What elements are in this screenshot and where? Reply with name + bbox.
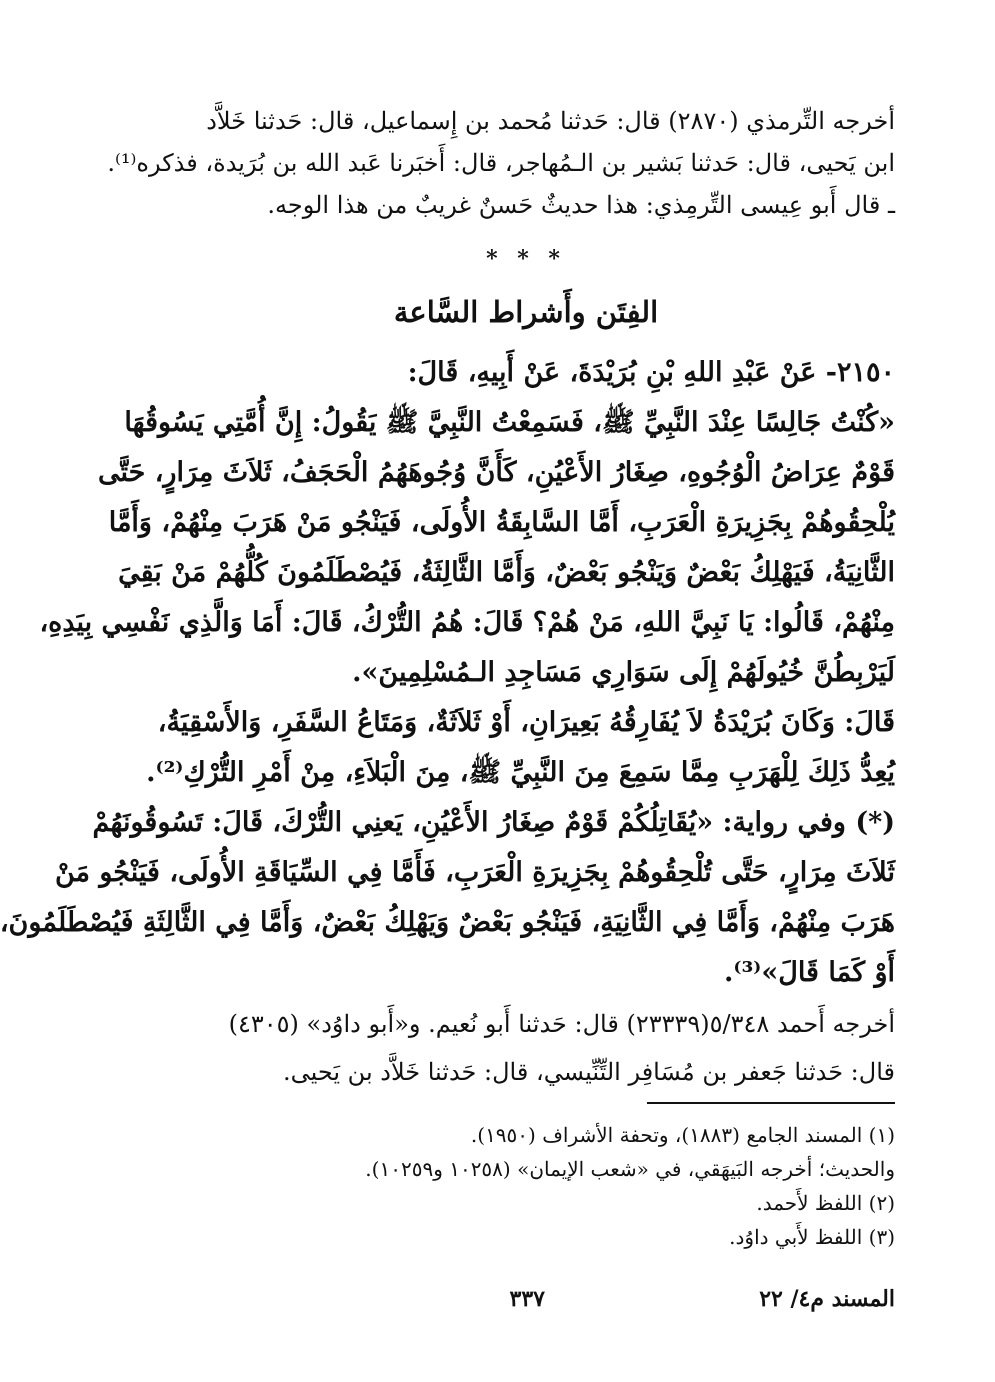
takhrij-line: قال: حَدثنا جَعفر بن مُسَافِر التِّنِّيسي، قال: حَدثنا خَلاَّد بن يَحيى. (283, 1058, 895, 1086)
takhrij-paragraph (167, 1000, 895, 1096)
volume-label: المسند م٤/ ٢٢ (759, 1286, 895, 1312)
page-footer (167, 1286, 895, 1316)
takhrij-line: أخرجه أَحمد ٥/٣٤٨(٢٣٣٣٩) قال: حَدثنا أَبو نُعيم. و«أَبو داوُد» (٤٣٠٥) (228, 1010, 895, 1038)
hadith-line: قَوْمٌ عِرَاضُ الْوُجُوهِ، صِغَارُ الأَعْيُنِ، كَأَنَّ وُجُوهَهُمُ الْحَجَفُ، ثَلاَثَ مِرَارٍ، حَتَّى (97, 457, 895, 488)
hadith-line: يُلْحِقُوهُمْ بِجَزِيرَةِ الْعَرَبِ، أَمَّا السَّابِقَةُ الأُولَى، فَيَنْجُو مَنْ هَرَبَ مِنْهُمْ، وَأَمَّا (108, 507, 895, 538)
hadith-line: الثَّانِيَةُ، فَيَهْلِكُ بَعْضٌ وَيَنْجُو بَعْضٌ، وَأَمَّا الثَّالِثَةُ، فَيُصْطَلَمُونَ كُلُّهُمْ مَنْ بَقِيَ (118, 557, 895, 588)
intro-line: ابن يَحيى، قال: حَدثنا بَشير بن الـمُهاجر، قال: أَخبَرنا عَبد الله بن بُرَيدة، فذكره⁽¹⁾. (107, 149, 895, 177)
hadith-line: يُعِدُّ ذَلِكَ لِلْهَرَبِ مِمَّا سَمِعَ مِنَ النَّبِيِّ ﷺ، مِنَ الْبَلاَءِ، مِنْ أَمْرِ التُّرْكِ⁽²⁾. (146, 757, 895, 788)
hadith-line: ٢١٥٠- عَنْ عَبْدِ اللهِ بْنِ بُرَيْدَةَ، عَنْ أَبِيهِ، قَالَ: (407, 357, 895, 388)
hadith-line: ثَلاَثَ مِرَارٍ، حَتَّى تُلْحِقُوهُمْ بِجَزِيرَةِ الْعَرَبِ، فَأَمَّا فِي السِّيَاقَةِ الأُولَى، فَيَنْجُو مَنْ (54, 857, 895, 888)
footnote-separator (647, 1102, 895, 1104)
footnote-line: (١) المسند الجامع (١٨٨٣)، وتحفة الأشراف (١٩٥٠). (470, 1123, 895, 1147)
section-separator-stars: * * * (486, 246, 566, 272)
hadith-line: «كُنْتُ جَالِسًا عِنْدَ النَّبِيِّ ﷺ، فَسَمِعْتُ النَّبِيَّ ﷺ يَقُولُ: إِنَّ أُمَّتِي يَسُوقُهَا (124, 407, 895, 438)
hadith-line: قَالَ: وَكَانَ بُرَيْدَةُ لاَ يُفَارِقُهُ بَعِيرَانِ، أَوْ ثَلاَثَةٌ، وَمَتَاعُ السَّفَرِ، وَالأَسْقِيَةُ، (157, 707, 895, 738)
hadith-line: أَوْ كَمَا قَالَ»⁽³⁾. (724, 957, 895, 988)
intro-paragraph (107, 100, 895, 226)
footnote-line: (٣) اللفظ لأَبي داوُد. (729, 1225, 895, 1249)
footnotes (167, 1118, 895, 1254)
hadith-text (0, 348, 895, 998)
hadith-line: (*) وفي رواية: «يُقَاتِلُكُمْ قَوْمٌ صِغَارُ الأَعْيُنِ، يَعنِي التُّرْكَ، قَالَ: تَسُوقُونَهُمْ (92, 807, 895, 838)
footnote-line: (٢) اللفظ لأَحمد. (756, 1191, 895, 1215)
intro-line: أخرجه التِّرمذي (٢٨٧٠) قال: حَدثنا مُحمد بن إِسماعيل، قال: حَدثنا خَلاَّد (206, 107, 895, 135)
chapter-title: الفِتَن وأَشراط السَّاعة (393, 295, 659, 329)
intro-line: ـ قال أَبو عِيسى التِّرمِذي: هذا حديثٌ حَسنٌ غريبٌ من هذا الوجه. (267, 191, 895, 219)
hadith-line: مِنْهُمْ، قَالُوا: يَا نَبِيَّ اللهِ، مَنْ هُمْ؟ قَالَ: هُمُ التُّرْكُ، قَالَ: أَمَا وَالَّذِي نَفْسِي بِيَدِهِ، (39, 607, 895, 638)
hadith-line: هَرَبَ مِنْهُمْ، وَأَمَّا فِي الثَّانِيَةِ، فَيَنْجُو بَعْضٌ وَيَهْلِكُ بَعْضٌ، وَأَمَّا فِي الثَّالِثَةِ فَيُصْطَلَمُونَ، (0, 907, 895, 938)
footnote-line: والحديث؛ أخرجه البَيهَقي، في «شعب الإيمان» (١٠٢٥٨ و١٠٢٥٩). (365, 1157, 895, 1181)
hadith-line: لَيَرْبِطُنَّ خُيُولَهُمْ إِلَى سَوَارِي مَسَاجِدِ الـمُسْلِمِينَ». (352, 657, 895, 688)
page-number: ٣٣٧ (509, 1286, 545, 1312)
